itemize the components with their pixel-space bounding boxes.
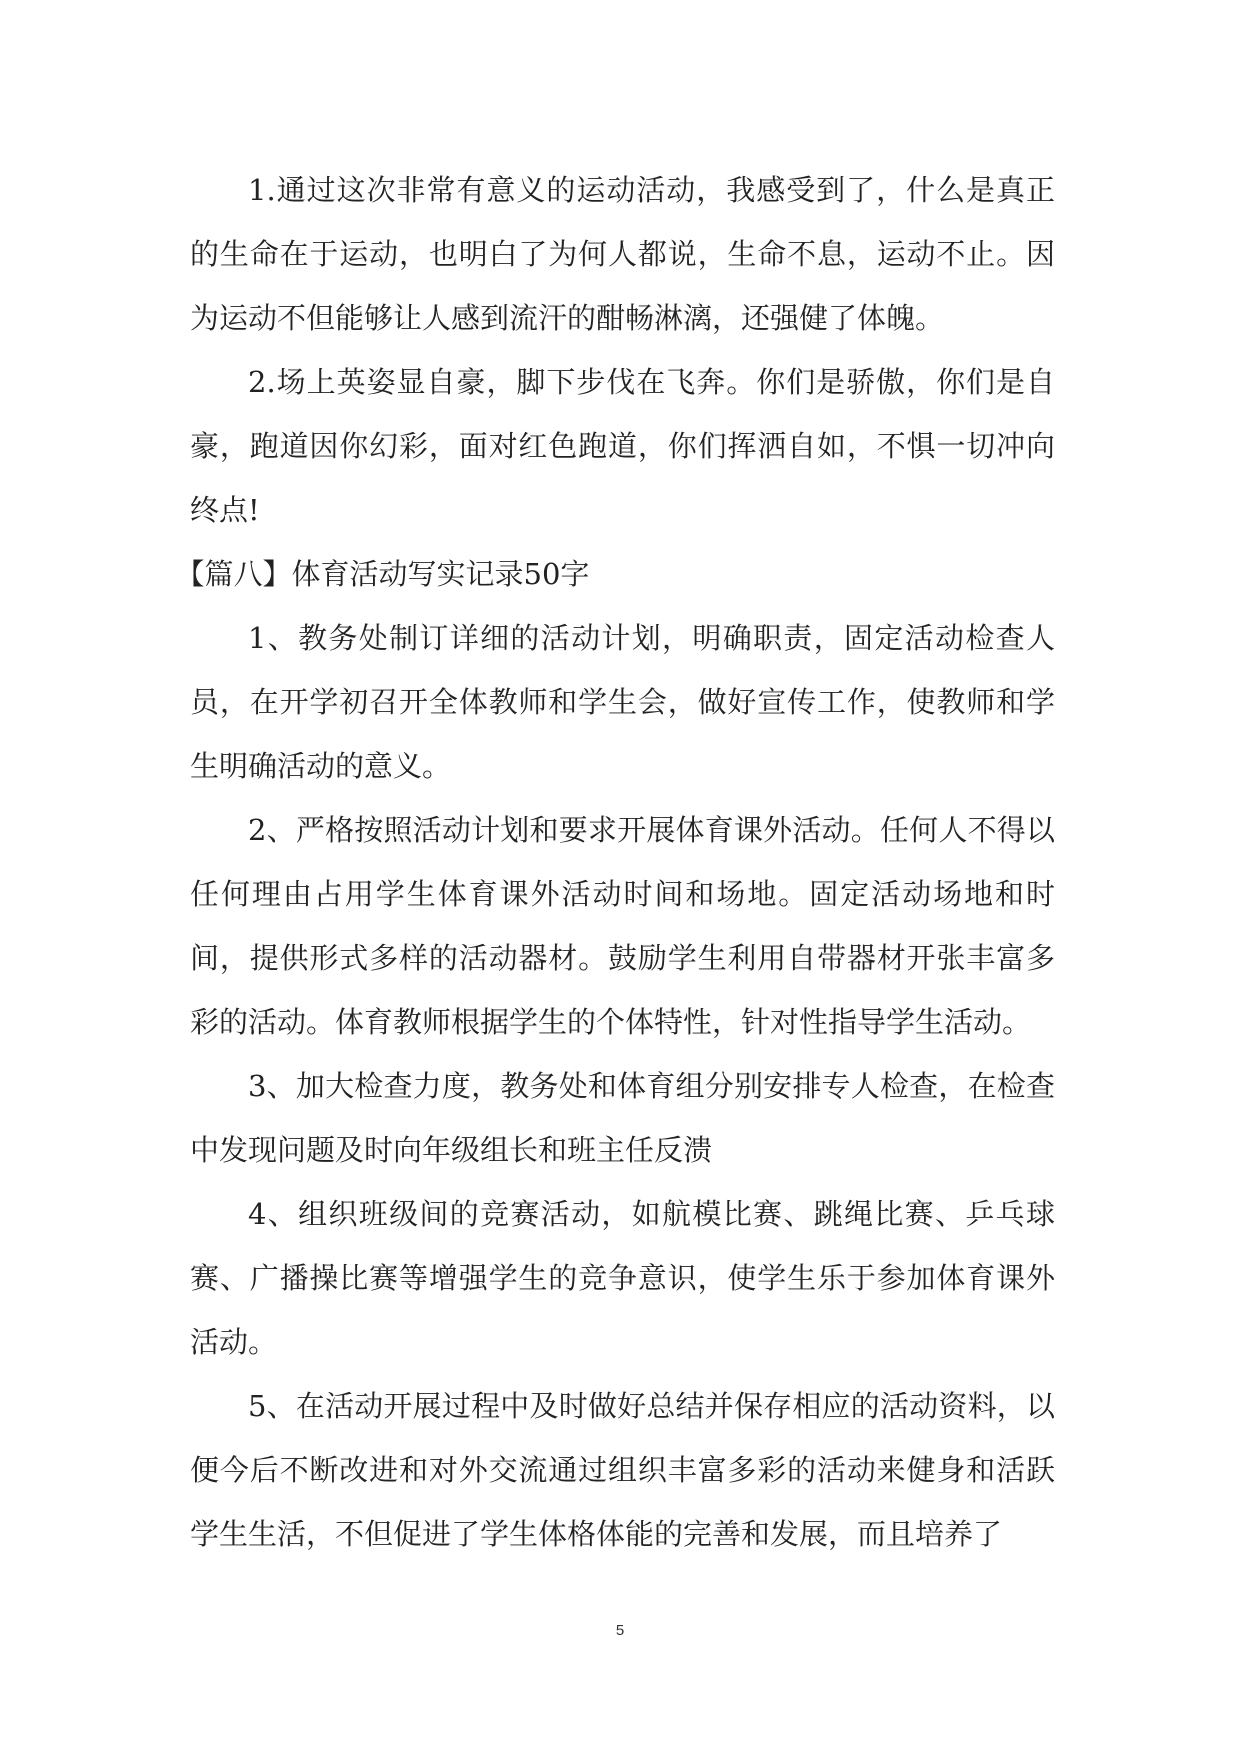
paragraph-1: 1.通过这次非常有意义的运动活动，我感受到了，什么是真正的生命在于运动，也明白了为何人都说，生命不息，运动不止。因为运动不但能够让人感到流汗的酣畅淋漓，还强健了体魄。 [190,173,1055,335]
paragraph-4: 2、严格按照活动计划和要求开展体育课外活动。任何人不得以任何理由占用学生体育课外活动时间和场地。固定活动场地和时间，提供形式多样的活动器材。鼓励学生利用自带器材开张丰富多彩的活动。体育教师根据学生的个体特性，针对性指导学生活动。 [190,813,1055,1039]
section-heading: 【篇八】体育活动写实记录50字 [175,557,590,591]
paragraph-6: 4、组织班级间的竞赛活动，如航模比赛、跳绳比赛、乒乓球赛、广播操比赛等增强学生的竞争意识，使学生乐于参加体育课外活动。 [190,1197,1055,1359]
paragraph-7: 5、在活动开展过程中及时做好总结并保存相应的活动资料，以便今后不断改进和对外交流通过组织丰富多彩的活动来健身和活跃学生生活，不但促进了学生体格体能的完善和发展，而且培养了 [190,1389,1055,1551]
page-number: 5 [615,1622,625,1639]
paragraph-2: 2.场上英姿显自豪，脚下步伐在飞奔。你们是骄傲，你们是自豪，跑道因你幻彩，面对红色跑道，你们挥洒自如，不惧一切冲向终点! [190,365,1055,527]
paragraph-3: 1、教务处制订详细的活动计划，明确职责，固定活动检查人员，在开学初召开全体教师和学生会，做好宣传工作，使教师和学生明确活动的意义。 [190,621,1055,783]
paragraph-5: 3、加大检查力度，教务处和体育组分别安排专人检查，在检查中发现问题及时向年级组长和班主任反溃 [190,1069,1055,1167]
document-body [175,158,1055,1566]
